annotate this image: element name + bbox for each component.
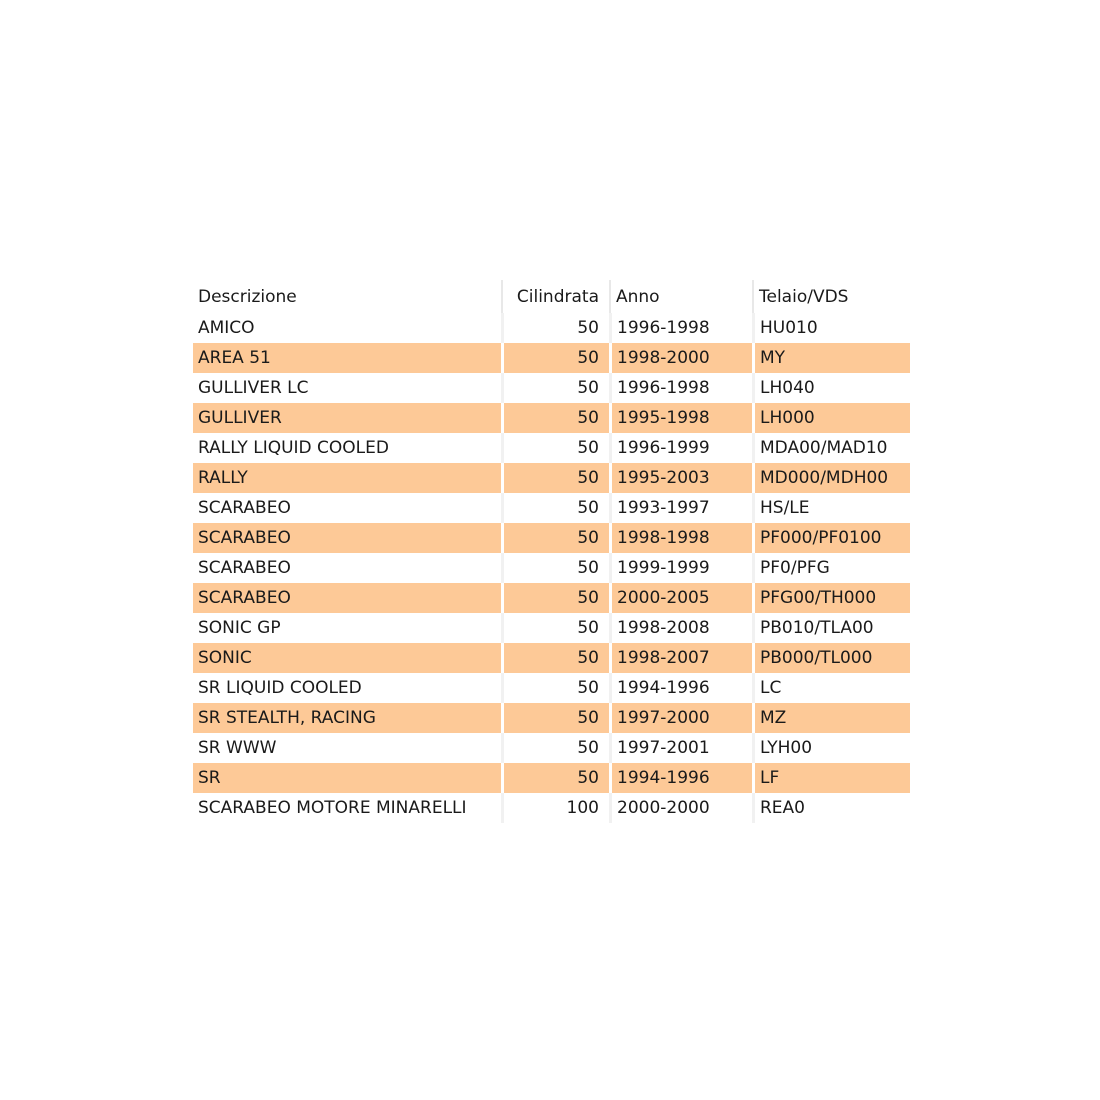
- table-row: [193, 493, 910, 523]
- cell-telaio: LYH00: [752, 733, 910, 763]
- cell-anno: 1995-2003: [609, 463, 752, 493]
- table-row: [193, 613, 910, 643]
- cell-anno: 2000-2005: [609, 583, 752, 613]
- cell-descrizione: SCARABEO MOTORE MINARELLI: [198, 798, 467, 818]
- table-body: [193, 313, 910, 823]
- cell-telaio: HU010: [752, 313, 910, 343]
- table-row: [193, 643, 910, 673]
- cell-cilindrata: 50: [501, 673, 609, 703]
- cell-cilindrata: 50: [501, 733, 609, 763]
- table-row: [193, 403, 910, 433]
- models-table-wrapper: [193, 280, 910, 823]
- table-header: [193, 280, 910, 313]
- cell-cilindrata: 50: [501, 613, 609, 643]
- cell-cilindrata: 50: [501, 493, 609, 523]
- header-descrizione: Descrizione: [198, 286, 297, 307]
- cell-anno: 1998-2008: [609, 613, 752, 643]
- cell-anno: 1997-2001: [609, 733, 752, 763]
- cell-anno: 1994-1996: [609, 673, 752, 703]
- cell-descrizione: SR: [193, 763, 501, 793]
- cell-anno: 1996-1998: [609, 313, 752, 343]
- cell-descrizione: SR LIQUID COOLED: [198, 678, 362, 698]
- table-row: [193, 703, 910, 733]
- cell-telaio: LH000: [752, 403, 910, 433]
- cell-descrizione: AMICO: [198, 318, 255, 338]
- cell-cilindrata: 50: [501, 433, 609, 463]
- header-telaio: Telaio/VDS: [752, 280, 910, 313]
- cell-anno: 1995-1998: [609, 403, 752, 433]
- table-row: [193, 583, 910, 613]
- table-row: [193, 553, 910, 583]
- cell-cilindrata: 50: [501, 643, 609, 673]
- cell-cilindrata: 50: [501, 553, 609, 583]
- cell-cilindrata: 50: [501, 373, 609, 403]
- cell-telaio: PB010/TLA00: [752, 613, 910, 643]
- cell-descrizione: GULLIVER: [193, 403, 501, 433]
- cell-cilindrata: 50: [501, 703, 609, 733]
- cell-telaio: PB000/TL000: [752, 643, 910, 673]
- cell-anno: 1999-1999: [609, 553, 752, 583]
- cell-descrizione: RALLY: [193, 463, 501, 493]
- header-cilindrata: Cilindrata: [501, 280, 609, 313]
- table-row: [193, 463, 910, 493]
- cell-descrizione: SONIC: [193, 643, 501, 673]
- cell-descrizione: SONIC GP: [198, 618, 281, 638]
- cell-cilindrata: 50: [501, 763, 609, 793]
- cell-descrizione: SCARABEO: [193, 583, 501, 613]
- cell-anno: 1997-2000: [609, 703, 752, 733]
- table-row: [193, 733, 910, 763]
- cell-anno: 1998-2007: [609, 643, 752, 673]
- table-row: [193, 673, 910, 703]
- cell-cilindrata: 50: [501, 463, 609, 493]
- cell-anno: 1996-1998: [609, 373, 752, 403]
- cell-telaio: MY: [752, 343, 910, 373]
- cell-telaio: MD000/MDH00: [752, 463, 910, 493]
- cell-telaio: PF000/PF0100: [752, 523, 910, 553]
- cell-anno: 1998-1998: [609, 523, 752, 553]
- table-row: [193, 373, 910, 403]
- cell-telaio: LF: [752, 763, 910, 793]
- table-row: [193, 523, 910, 553]
- cell-descrizione: SCARABEO: [198, 558, 291, 578]
- cell-anno: 1993-1997: [609, 493, 752, 523]
- cell-descrizione: SCARABEO: [198, 498, 291, 518]
- cell-cilindrata: 50: [501, 343, 609, 373]
- cell-anno: 1998-2000: [609, 343, 752, 373]
- cell-telaio: MDA00/MAD10: [752, 433, 910, 463]
- cell-telaio: REA0: [752, 793, 910, 823]
- cell-descrizione: SR WWW: [198, 738, 277, 758]
- cell-cilindrata: 50: [501, 583, 609, 613]
- cell-anno: 1996-1999: [609, 433, 752, 463]
- cell-telaio: HS/LE: [752, 493, 910, 523]
- cell-cilindrata: 100: [501, 793, 609, 823]
- table-row: [193, 343, 910, 373]
- cell-descrizione: SCARABEO: [193, 523, 501, 553]
- cell-anno: 1994-1996: [609, 763, 752, 793]
- header-anno: Anno: [609, 280, 752, 313]
- cell-anno: 2000-2000: [609, 793, 752, 823]
- table-row: [193, 433, 910, 463]
- cell-telaio: LC: [752, 673, 910, 703]
- cell-descrizione: GULLIVER LC: [198, 378, 309, 398]
- cell-descrizione: AREA 51: [193, 343, 501, 373]
- cell-descrizione: SR STEALTH, RACING: [193, 703, 501, 733]
- cell-telaio: PFG00/TH000: [752, 583, 910, 613]
- models-table: [193, 280, 910, 823]
- cell-telaio: MZ: [752, 703, 910, 733]
- table-row: [193, 313, 910, 343]
- table-row: [193, 793, 910, 823]
- cell-telaio: LH040: [752, 373, 910, 403]
- cell-cilindrata: 50: [501, 403, 609, 433]
- table-row: [193, 763, 910, 793]
- cell-cilindrata: 50: [501, 523, 609, 553]
- cell-cilindrata: 50: [501, 313, 609, 343]
- cell-descrizione: RALLY LIQUID COOLED: [198, 438, 389, 458]
- cell-telaio: PF0/PFG: [752, 553, 910, 583]
- header-row: [193, 280, 910, 313]
